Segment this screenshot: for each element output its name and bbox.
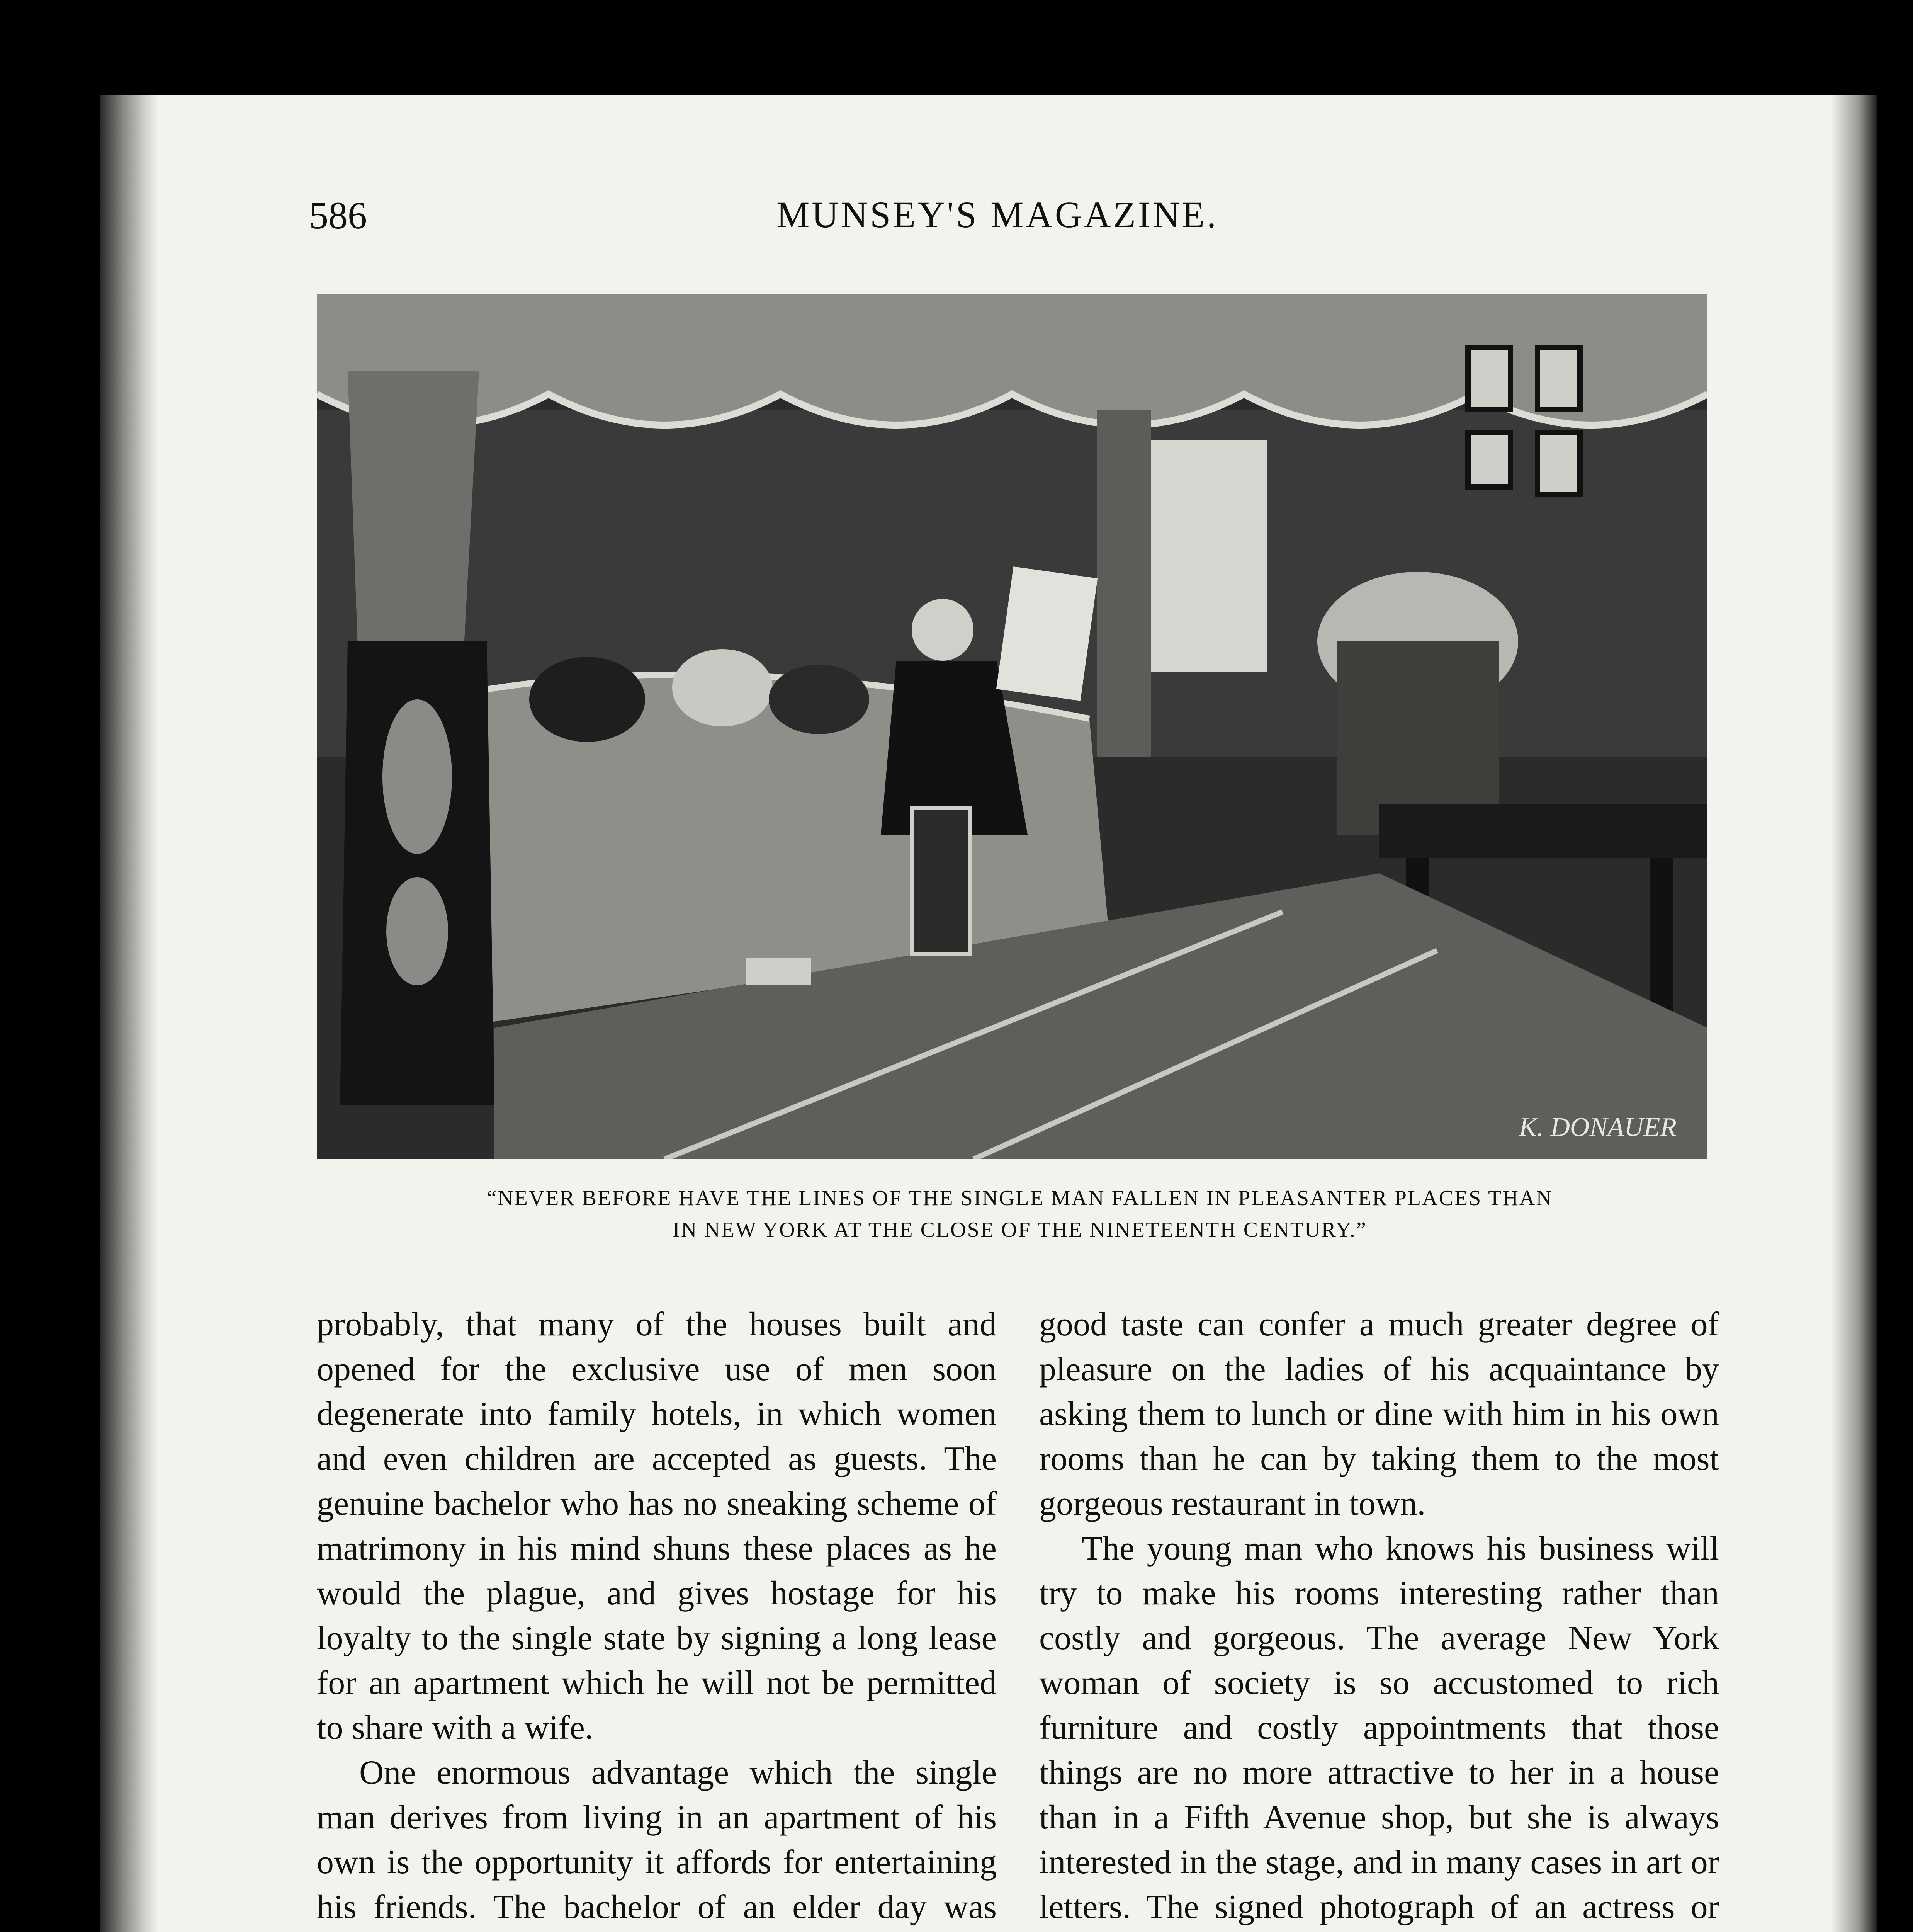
right-paragraph-2: The young man who knows his business will try to make his rooms interesting rather than costly and gorgeous. The average New York woman of society is so accustomed to rich furniture and costly appointments that those things are no more attractive to her in a house than in a Fifth Avenue shop, but she is always interested in the stage, and in many cases in art or letters. The signed photograph of an actress or: [1039, 1530, 1719, 1926]
right-paragraph-1: good taste can confer a much greater degree of pleasure on the ladies of his acquaintance by asking them to lunch or dine with him in his own rooms than he can by taking them to the most gorgeous restaurant in town.: [1039, 1306, 1719, 1522]
page-number: 586: [309, 194, 367, 237]
bachelor-apartment-illustration: [317, 294, 1707, 1159]
left-paragraph-1: probably, that many of the houses built and opened for the exclusive use of men soon degenerate into family hotels, in which women and even children are accepted as guests. The genuine bachelor who has no sneaking scheme of matrimony in his mind shuns these places as he would the plague, and gives hostage for his loyalty to the single state by signing a long lease for an apartment which he will not be permitted to share with a wife.: [317, 1306, 997, 1747]
illustration-caption: [317, 1182, 1723, 1246]
page-binding-shadow: [100, 95, 158, 1932]
right-text-column: [1039, 1302, 1719, 1932]
left-text-column: [317, 1302, 997, 1932]
running-head: MUNSEY'S MAGAZINE.: [776, 194, 1218, 235]
illustration-drawing: [317, 294, 1707, 1159]
left-paragraph-2: One enormous advantage which the single man derives from living in an apartment of his own is the opportunity it affords for entertaining his friends. The bachelor of an elder day was: [317, 1754, 997, 1926]
page-edge-shadow: [1831, 95, 1877, 1932]
caption-line-1: “NEVER BEFORE HAVE THE LINES OF THE SINGLE MAN FALLEN IN PLEASANTER PLACES THAN: [487, 1186, 1553, 1210]
artist-signature: K. DONAUER: [1519, 1112, 1677, 1142]
caption-line-2: IN NEW YORK AT THE CLOSE OF THE NINETEENTH CENTURY.”: [673, 1218, 1367, 1242]
